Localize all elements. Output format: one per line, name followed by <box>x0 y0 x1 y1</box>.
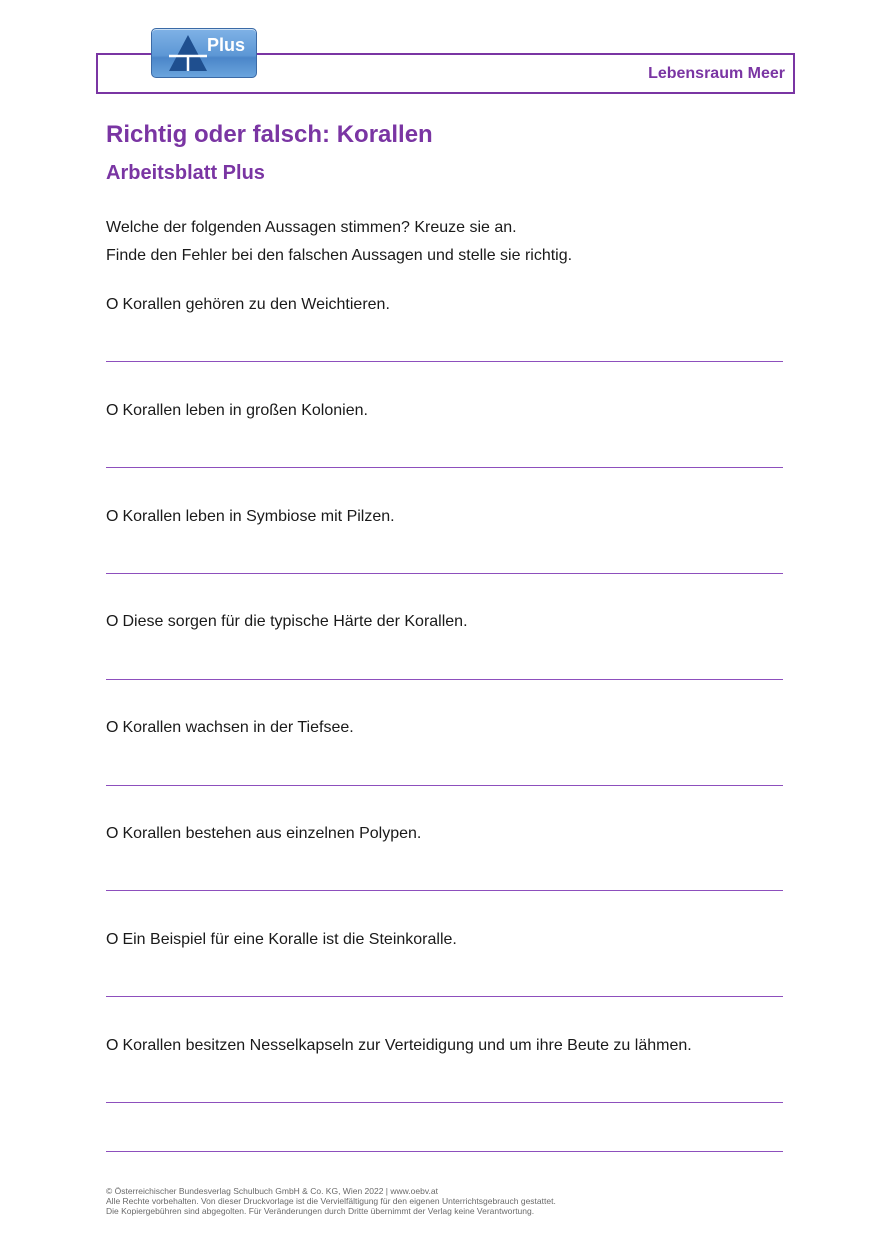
instruction-line: Finde den Fehler bei den falschen Aussagen und stelle sie richtig. <box>106 247 573 264</box>
footer-line: Alle Rechte vorbehalten. Von dieser Druckvorlage ist die Vervielfältigung für den eigenen Unterrichtsgebrauch gestattet. <box>106 1196 556 1206</box>
statement-text: Korallen besitzen Nesselkapseln zur Verteidigung und um ihre Beute zu lähmen. <box>122 1037 692 1054</box>
page-subtitle: Arbeitsblatt Plus <box>106 162 265 184</box>
answer-line[interactable] <box>106 785 783 786</box>
statement-item <box>106 1037 692 1055</box>
answer-line[interactable] <box>106 361 783 362</box>
statement-item <box>106 825 421 843</box>
checkbox-circle[interactable]: O <box>106 402 119 419</box>
statement-text: Korallen leben in großen Kolonien. <box>122 402 368 419</box>
footer-line: Die Kopiergebühren sind abgegolten. Für Veränderungen durch Dritte übernimmt der Verlag keine Verantwortung. <box>106 1206 535 1216</box>
answer-line[interactable] <box>106 679 783 680</box>
statement-item <box>106 402 368 420</box>
statement-text: Korallen bestehen aus einzelnen Polypen. <box>122 825 422 842</box>
answer-line[interactable] <box>106 467 783 468</box>
statement-text: Diese sorgen für die typische Härte der Korallen. <box>122 613 468 630</box>
answer-line[interactable] <box>106 573 783 574</box>
page-title: Richtig oder falsch: Korallen <box>106 121 433 148</box>
answer-line[interactable] <box>106 1151 783 1152</box>
logo-text: Plus <box>207 35 246 55</box>
instruction-line: Welche der folgenden Aussagen stimmen? Kreuze sie an. <box>106 219 517 236</box>
answer-line[interactable] <box>106 1102 783 1103</box>
section-label: Lebensraum Meer <box>648 65 785 82</box>
plus-logo <box>151 28 257 78</box>
statement-item <box>106 508 395 526</box>
checkbox-circle[interactable]: O <box>106 508 119 525</box>
statement-text: Korallen gehören zu den Weichtieren. <box>122 296 390 313</box>
checkbox-circle[interactable]: O <box>106 1037 119 1054</box>
statement-item <box>106 719 354 737</box>
statement-item <box>106 931 457 949</box>
checkbox-circle[interactable]: O <box>106 931 119 948</box>
checkbox-circle[interactable]: O <box>106 296 119 313</box>
checkbox-circle[interactable]: O <box>106 719 119 736</box>
checkbox-circle[interactable]: O <box>106 613 119 630</box>
statement-text: Ein Beispiel für eine Koralle ist die Steinkoralle. <box>122 931 457 948</box>
triangle-logo-icon <box>168 34 208 72</box>
answer-line[interactable] <box>106 996 783 997</box>
footer-line: © Österreichischer Bundesverlag Schulbuch GmbH & Co. KG, Wien 2022 | www.oebv.at <box>106 1186 438 1196</box>
checkbox-circle[interactable]: O <box>106 825 119 842</box>
copyright-footer <box>106 1186 556 1216</box>
answer-line[interactable] <box>106 890 783 891</box>
statement-item <box>106 613 468 631</box>
statement-text: Korallen wachsen in der Tiefsee. <box>122 719 354 736</box>
statement-text: Korallen leben in Symbiose mit Pilzen. <box>122 508 395 525</box>
statement-item <box>106 296 390 314</box>
